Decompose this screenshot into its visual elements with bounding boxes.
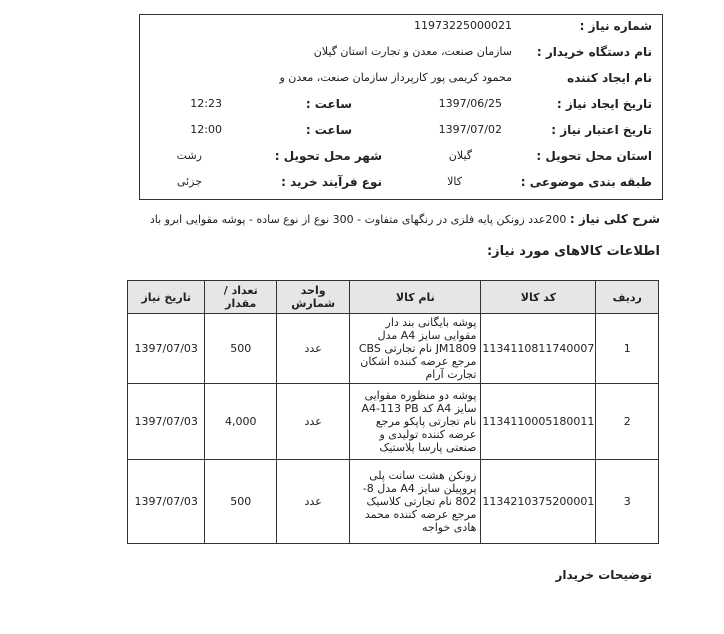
- col-code: کد کالا: [481, 281, 596, 314]
- created-time-label: ساعت :: [305, 97, 352, 111]
- item-date: 1397/07/03: [128, 460, 205, 544]
- col-unit: واحد شمارش: [277, 281, 350, 314]
- created-time: 12:23: [190, 97, 222, 110]
- col-row: ردیف: [596, 281, 659, 314]
- item-code: 1134110811740007: [481, 314, 596, 384]
- item-name: پوشه بایگانی بند دار مقوایی سایز A4 مدل JM1809 نام تجارتی CBS مرجع عرضه کننده اشکان تجارت آرام: [350, 314, 481, 384]
- created-date: 1397/06/25: [438, 97, 502, 110]
- table-row: [128, 384, 659, 460]
- buyer-org: سازمان صنعت، معدن و تجارت استان گیلان: [313, 45, 512, 58]
- item-unit: عدد: [277, 460, 350, 544]
- row-number: 1: [596, 314, 659, 384]
- valid-time-label: ساعت :: [305, 123, 352, 137]
- summary-text: 200عدد زونکن پایه فلزی در رنگهای متفاوت - 300 نوع از نوع ساده - پوشه مقوایی ابرو باد: [149, 213, 567, 226]
- need-number: 11973225000021: [414, 19, 512, 32]
- items-section-title: اطلاعات کالاهای مورد نیاز:: [486, 244, 660, 259]
- item-date: 1397/07/03: [128, 314, 205, 384]
- delivery-row: [140, 149, 662, 175]
- items-table: [127, 280, 659, 544]
- item-qty: 4,000: [205, 384, 277, 460]
- need-number-row: [140, 19, 662, 45]
- creator: محمود کریمی پور کارپرداز سازمان صنعت، معدن و: [279, 71, 512, 84]
- item-code: 1134110005180011: [481, 384, 596, 460]
- need-summary: [150, 212, 660, 226]
- creator-label: نام ایجاد کننده: [567, 71, 652, 85]
- item-unit: عدد: [277, 314, 350, 384]
- col-qty: تعداد / مقدار: [205, 281, 277, 314]
- city: رشت: [176, 149, 202, 162]
- buyer-notes-label: توضیحات خریدار: [555, 568, 652, 582]
- item-qty: 500: [205, 460, 277, 544]
- item-unit: عدد: [277, 384, 350, 460]
- valid-date-row: [140, 123, 662, 149]
- col-name: نام کالا: [350, 281, 481, 314]
- col-date: تاریخ نیاز: [128, 281, 205, 314]
- category: کالا: [447, 175, 462, 188]
- category-label: طبقه بندی موضوعی :: [520, 175, 652, 189]
- row-number: 3: [596, 460, 659, 544]
- need-number-label: شماره نیاز :: [579, 19, 652, 33]
- city-label: شهر محل تحویل :: [274, 149, 382, 163]
- item-date: 1397/07/03: [128, 384, 205, 460]
- province-label: استان محل تحویل :: [536, 149, 652, 163]
- buyer-org-row: [140, 45, 662, 71]
- valid-date: 1397/07/02: [438, 123, 502, 136]
- province: گیلان: [448, 149, 472, 162]
- summary-label: شرح کلی نیاز :: [569, 212, 660, 226]
- valid-date-label: تاریخ اعتبار نیاز :: [551, 123, 652, 137]
- table-row: [128, 314, 659, 384]
- row-number: 2: [596, 384, 659, 460]
- item-name: پوشه دو منظوره مقوایی سایز A4 کد A4-113 PB نام تجارتی پاپکو مرجع عرضه کننده تولیدی و صنعتی پارسا پلاستیک: [350, 384, 481, 460]
- created-date-row: [140, 97, 662, 123]
- item-qty: 500: [205, 314, 277, 384]
- creator-row: [140, 71, 662, 97]
- table-row: [128, 460, 659, 544]
- category-row: [140, 175, 662, 201]
- buyer-org-label: نام دستگاه خریدار :: [536, 45, 652, 59]
- created-date-label: تاریخ ایجاد نیاز :: [556, 97, 652, 111]
- process: جزئی: [176, 175, 202, 188]
- table-header-row: [128, 281, 659, 314]
- process-label: نوع فرآیند خرید :: [281, 175, 382, 189]
- item-name: زونکن هشت سانت پلی پروپیلن سایز A4 مدل 8-802 نام تجارتی کلاسیک مرجع عرضه کننده محمد هادی خواجه: [350, 460, 481, 544]
- valid-time: 12:00: [190, 123, 222, 136]
- need-header-box: [139, 14, 663, 200]
- item-code: 1134210375200001: [481, 460, 596, 544]
